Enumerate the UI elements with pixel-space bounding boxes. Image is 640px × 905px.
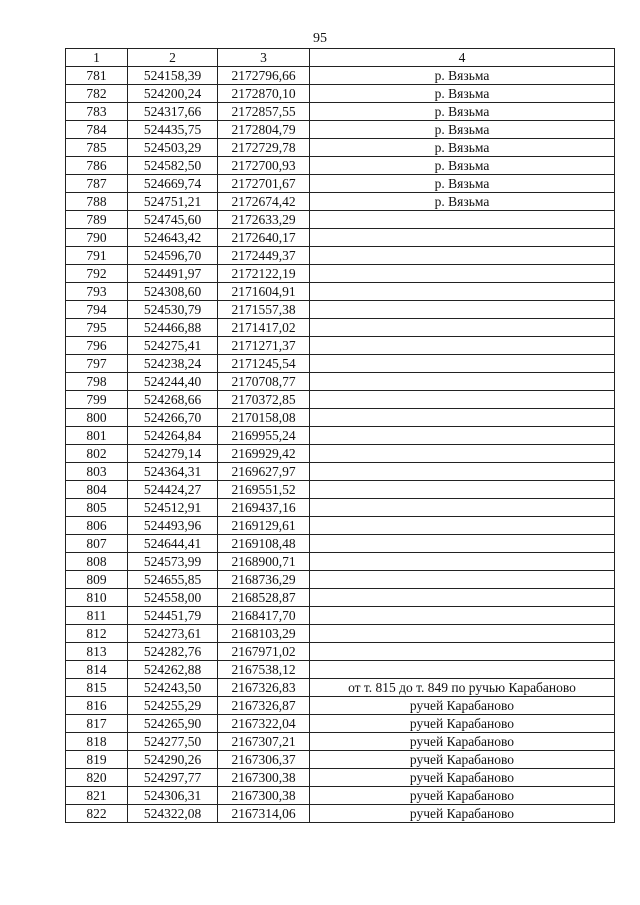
table-row — [66, 481, 615, 499]
y-coordinate-cell: 2170158,08 — [218, 409, 310, 427]
description-cell — [310, 481, 615, 499]
x-coordinate-cell: 524573,99 — [128, 553, 218, 571]
y-coordinate-cell: 2169437,16 — [218, 499, 310, 517]
x-coordinate-cell: 524512,91 — [128, 499, 218, 517]
x-coordinate-cell: 524243,50 — [128, 679, 218, 697]
description-cell — [310, 463, 615, 481]
table-row — [66, 553, 615, 571]
description-cell: р. Вязьма — [310, 157, 615, 175]
header-row — [66, 49, 615, 67]
table-row — [66, 355, 615, 373]
y-coordinate-cell: 2169929,42 — [218, 445, 310, 463]
description-cell — [310, 499, 615, 517]
y-coordinate-cell: 2169129,61 — [218, 517, 310, 535]
point-number-cell: 821 — [66, 787, 128, 805]
table-row — [66, 67, 615, 85]
table-row — [66, 265, 615, 283]
x-coordinate-cell: 524596,70 — [128, 247, 218, 265]
y-coordinate-cell: 2172729,78 — [218, 139, 310, 157]
y-coordinate-cell: 2169955,24 — [218, 427, 310, 445]
point-number-cell: 781 — [66, 67, 128, 85]
point-number-cell: 790 — [66, 229, 128, 247]
x-coordinate-cell: 524158,39 — [128, 67, 218, 85]
y-coordinate-cell: 2168528,87 — [218, 589, 310, 607]
point-number-cell: 786 — [66, 157, 128, 175]
point-number-cell: 816 — [66, 697, 128, 715]
x-coordinate-cell: 524582,50 — [128, 157, 218, 175]
table-row — [66, 643, 615, 661]
x-coordinate-cell: 524669,74 — [128, 175, 218, 193]
description-cell — [310, 229, 615, 247]
y-coordinate-cell: 2171271,37 — [218, 337, 310, 355]
page-number: 95 — [313, 31, 327, 46]
description-cell — [310, 445, 615, 463]
x-coordinate-cell: 524244,40 — [128, 373, 218, 391]
point-number-cell: 788 — [66, 193, 128, 211]
point-number-cell: 799 — [66, 391, 128, 409]
x-coordinate-cell: 524277,50 — [128, 733, 218, 751]
y-coordinate-cell: 2170372,85 — [218, 391, 310, 409]
x-coordinate-cell: 524262,88 — [128, 661, 218, 679]
point-number-cell: 809 — [66, 571, 128, 589]
header-col-1: 1 — [66, 49, 128, 67]
description-cell — [310, 247, 615, 265]
point-number-cell: 798 — [66, 373, 128, 391]
y-coordinate-cell: 2169551,52 — [218, 481, 310, 499]
x-coordinate-cell: 524297,77 — [128, 769, 218, 787]
y-coordinate-cell: 2172700,93 — [218, 157, 310, 175]
table-row — [66, 373, 615, 391]
y-coordinate-cell: 2172449,37 — [218, 247, 310, 265]
y-coordinate-cell: 2168103,29 — [218, 625, 310, 643]
description-cell: р. Вязьма — [310, 193, 615, 211]
x-coordinate-cell: 524279,14 — [128, 445, 218, 463]
description-cell: ручей Карабаново — [310, 805, 615, 823]
x-coordinate-cell: 524751,21 — [128, 193, 218, 211]
y-coordinate-cell: 2168900,71 — [218, 553, 310, 571]
x-coordinate-cell: 524491,97 — [128, 265, 218, 283]
description-cell: ручей Карабаново — [310, 697, 615, 715]
point-number-cell: 801 — [66, 427, 128, 445]
description-cell: ручей Карабаново — [310, 751, 615, 769]
table-row — [66, 391, 615, 409]
y-coordinate-cell: 2167326,83 — [218, 679, 310, 697]
y-coordinate-cell: 2172122,19 — [218, 265, 310, 283]
table-row — [66, 787, 615, 805]
point-number-cell: 791 — [66, 247, 128, 265]
point-number-cell: 811 — [66, 607, 128, 625]
table-row — [66, 535, 615, 553]
x-coordinate-cell: 524558,00 — [128, 589, 218, 607]
y-coordinate-cell: 2167971,02 — [218, 643, 310, 661]
table-row — [66, 229, 615, 247]
point-number-cell: 797 — [66, 355, 128, 373]
table-row — [66, 121, 615, 139]
y-coordinate-cell: 2167538,12 — [218, 661, 310, 679]
table-row — [66, 589, 615, 607]
description-cell: от т. 815 до т. 849 по ручью Карабаново — [310, 679, 615, 697]
point-number-cell: 782 — [66, 85, 128, 103]
x-coordinate-cell: 524238,24 — [128, 355, 218, 373]
point-number-cell: 807 — [66, 535, 128, 553]
point-number-cell: 814 — [66, 661, 128, 679]
description-cell: р. Вязьма — [310, 121, 615, 139]
table-row — [66, 85, 615, 103]
table-row — [66, 571, 615, 589]
y-coordinate-cell: 2167326,87 — [218, 697, 310, 715]
table-row — [66, 337, 615, 355]
table-row — [66, 193, 615, 211]
description-cell — [310, 337, 615, 355]
description-cell — [310, 517, 615, 535]
x-coordinate-cell: 524266,70 — [128, 409, 218, 427]
x-coordinate-cell: 524273,61 — [128, 625, 218, 643]
table-row — [66, 139, 615, 157]
y-coordinate-cell: 2167300,38 — [218, 787, 310, 805]
point-number-cell: 803 — [66, 463, 128, 481]
y-coordinate-cell: 2167300,38 — [218, 769, 310, 787]
table-row — [66, 247, 615, 265]
point-number-cell: 805 — [66, 499, 128, 517]
table-row — [66, 679, 615, 697]
point-number-cell: 806 — [66, 517, 128, 535]
point-number-cell: 820 — [66, 769, 128, 787]
x-coordinate-cell: 524200,24 — [128, 85, 218, 103]
table-row — [66, 319, 615, 337]
x-coordinate-cell: 524424,27 — [128, 481, 218, 499]
description-cell — [310, 391, 615, 409]
table-row — [66, 697, 615, 715]
header-col-3: 3 — [218, 49, 310, 67]
point-number-cell: 794 — [66, 301, 128, 319]
header-col-2: 2 — [128, 49, 218, 67]
table-row — [66, 751, 615, 769]
x-coordinate-cell: 524282,76 — [128, 643, 218, 661]
table-row — [66, 445, 615, 463]
table-row — [66, 103, 615, 121]
table-row — [66, 175, 615, 193]
y-coordinate-cell: 2169627,97 — [218, 463, 310, 481]
table-row — [66, 463, 615, 481]
description-cell — [310, 535, 615, 553]
description-cell — [310, 607, 615, 625]
point-number-cell: 804 — [66, 481, 128, 499]
table-row — [66, 517, 615, 535]
x-coordinate-cell: 524435,75 — [128, 121, 218, 139]
table-body — [66, 67, 615, 823]
x-coordinate-cell: 524643,42 — [128, 229, 218, 247]
y-coordinate-cell: 2170708,77 — [218, 373, 310, 391]
point-number-cell: 810 — [66, 589, 128, 607]
x-coordinate-cell: 524306,31 — [128, 787, 218, 805]
table-row — [66, 625, 615, 643]
description-cell — [310, 265, 615, 283]
y-coordinate-cell: 2171417,02 — [218, 319, 310, 337]
y-coordinate-cell: 2172796,66 — [218, 67, 310, 85]
point-number-cell: 796 — [66, 337, 128, 355]
x-coordinate-cell: 524268,66 — [128, 391, 218, 409]
point-number-cell: 795 — [66, 319, 128, 337]
table-row — [66, 805, 615, 823]
point-number-cell: 793 — [66, 283, 128, 301]
x-coordinate-cell: 524503,29 — [128, 139, 218, 157]
y-coordinate-cell: 2169108,48 — [218, 535, 310, 553]
description-cell — [310, 553, 615, 571]
x-coordinate-cell: 524466,88 — [128, 319, 218, 337]
x-coordinate-cell: 524530,79 — [128, 301, 218, 319]
point-number-cell: 817 — [66, 715, 128, 733]
y-coordinate-cell: 2167307,21 — [218, 733, 310, 751]
point-number-cell: 818 — [66, 733, 128, 751]
x-coordinate-cell: 524275,41 — [128, 337, 218, 355]
description-cell — [310, 427, 615, 445]
point-number-cell: 787 — [66, 175, 128, 193]
description-cell: р. Вязьма — [310, 67, 615, 85]
x-coordinate-cell: 524745,60 — [128, 211, 218, 229]
table-row — [66, 769, 615, 787]
y-coordinate-cell: 2168736,29 — [218, 571, 310, 589]
table-row — [66, 283, 615, 301]
description-cell — [310, 283, 615, 301]
x-coordinate-cell: 524644,41 — [128, 535, 218, 553]
point-number-cell: 785 — [66, 139, 128, 157]
description-cell: ручей Карабаново — [310, 787, 615, 805]
description-cell — [310, 211, 615, 229]
x-coordinate-cell: 524451,79 — [128, 607, 218, 625]
y-coordinate-cell: 2172674,42 — [218, 193, 310, 211]
table-row — [66, 733, 615, 751]
y-coordinate-cell: 2171604,91 — [218, 283, 310, 301]
table-row — [66, 211, 615, 229]
x-coordinate-cell: 524317,66 — [128, 103, 218, 121]
y-coordinate-cell: 2167314,06 — [218, 805, 310, 823]
y-coordinate-cell: 2172633,29 — [218, 211, 310, 229]
y-coordinate-cell: 2172857,55 — [218, 103, 310, 121]
y-coordinate-cell: 2172804,79 — [218, 121, 310, 139]
description-cell — [310, 661, 615, 679]
description-cell — [310, 355, 615, 373]
point-number-cell: 819 — [66, 751, 128, 769]
description-cell — [310, 571, 615, 589]
description-cell: ручей Карабаново — [310, 715, 615, 733]
table-row — [66, 607, 615, 625]
y-coordinate-cell: 2172640,17 — [218, 229, 310, 247]
x-coordinate-cell: 524322,08 — [128, 805, 218, 823]
x-coordinate-cell: 524290,26 — [128, 751, 218, 769]
point-number-cell: 812 — [66, 625, 128, 643]
x-coordinate-cell: 524264,84 — [128, 427, 218, 445]
point-number-cell: 783 — [66, 103, 128, 121]
table-row — [66, 427, 615, 445]
point-number-cell: 789 — [66, 211, 128, 229]
y-coordinate-cell: 2172870,10 — [218, 85, 310, 103]
y-coordinate-cell: 2167322,04 — [218, 715, 310, 733]
description-cell: ручей Карабаново — [310, 769, 615, 787]
table-row — [66, 409, 615, 427]
description-cell — [310, 373, 615, 391]
y-coordinate-cell: 2171557,38 — [218, 301, 310, 319]
table-header — [66, 49, 615, 67]
x-coordinate-cell: 524364,31 — [128, 463, 218, 481]
x-coordinate-cell: 524308,60 — [128, 283, 218, 301]
description-cell — [310, 625, 615, 643]
table-row — [66, 301, 615, 319]
x-coordinate-cell: 524255,29 — [128, 697, 218, 715]
x-coordinate-cell: 524493,96 — [128, 517, 218, 535]
point-number-cell: 802 — [66, 445, 128, 463]
description-cell — [310, 643, 615, 661]
point-number-cell: 784 — [66, 121, 128, 139]
point-number-cell: 822 — [66, 805, 128, 823]
coordinates-table — [65, 48, 615, 823]
point-number-cell: 813 — [66, 643, 128, 661]
description-cell — [310, 589, 615, 607]
description-cell: р. Вязьма — [310, 139, 615, 157]
table-row — [66, 661, 615, 679]
y-coordinate-cell: 2167306,37 — [218, 751, 310, 769]
table-row — [66, 157, 615, 175]
y-coordinate-cell: 2171245,54 — [218, 355, 310, 373]
description-cell: ручей Карабаново — [310, 733, 615, 751]
x-coordinate-cell: 524655,85 — [128, 571, 218, 589]
header-col-4: 4 — [310, 49, 615, 67]
point-number-cell: 815 — [66, 679, 128, 697]
point-number-cell: 808 — [66, 553, 128, 571]
y-coordinate-cell: 2168417,70 — [218, 607, 310, 625]
description-cell: р. Вязьма — [310, 103, 615, 121]
point-number-cell: 792 — [66, 265, 128, 283]
description-cell — [310, 319, 615, 337]
x-coordinate-cell: 524265,90 — [128, 715, 218, 733]
point-number-cell: 800 — [66, 409, 128, 427]
table-row — [66, 499, 615, 517]
description-cell: р. Вязьма — [310, 175, 615, 193]
description-cell: р. Вязьма — [310, 85, 615, 103]
y-coordinate-cell: 2172701,67 — [218, 175, 310, 193]
table-row — [66, 715, 615, 733]
description-cell — [310, 409, 615, 427]
description-cell — [310, 301, 615, 319]
